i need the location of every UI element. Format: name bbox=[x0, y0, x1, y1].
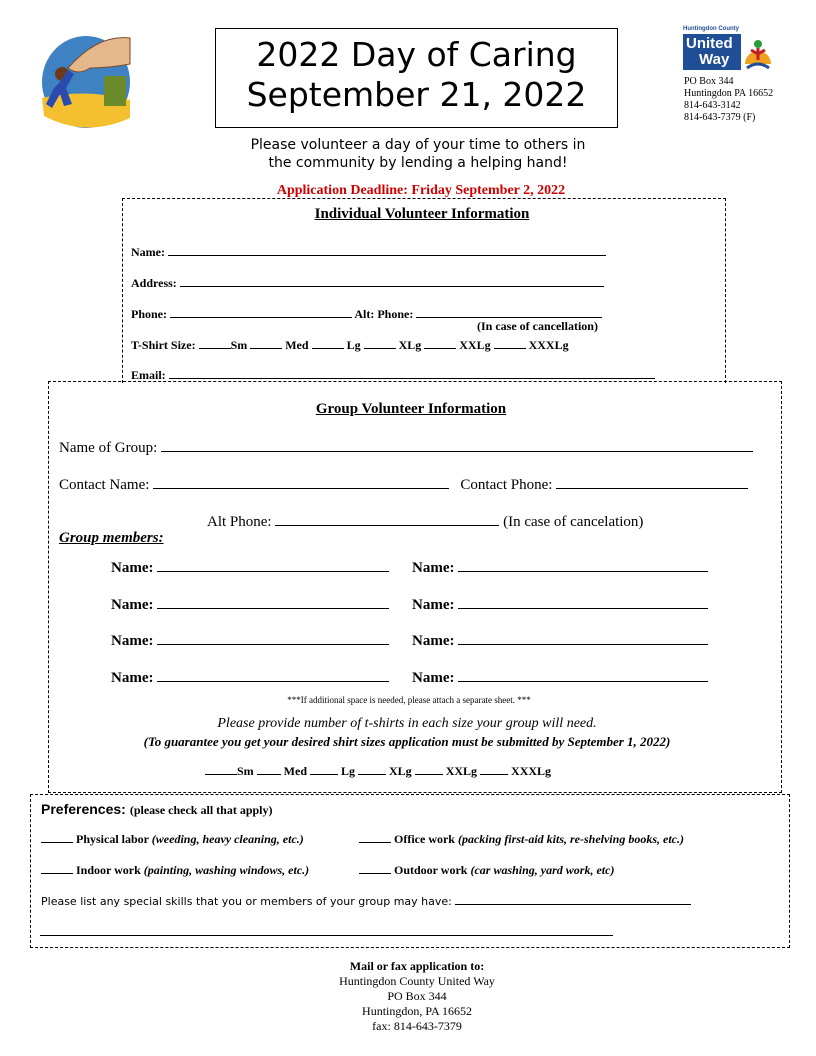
individual-address-field[interactable] bbox=[180, 273, 604, 287]
preferences-heading-note: (please check all that apply) bbox=[129, 803, 273, 817]
member-name-label: Name: bbox=[412, 597, 455, 613]
individual-name-label: Name: bbox=[131, 245, 165, 259]
skills-label: Please list any special skills that you or members of your group may have: bbox=[41, 895, 452, 908]
pref-physical-field[interactable] bbox=[41, 829, 73, 843]
additional-space-note: ***If additional space is needed, please attach a separate sheet. *** bbox=[287, 695, 531, 705]
contact-phone-field[interactable] bbox=[556, 475, 748, 489]
pref-indoor-field[interactable] bbox=[41, 860, 73, 874]
tshirt-note-1: Please provide number of t-shirts in each size your group will need. bbox=[217, 716, 597, 731]
individual-size-xxxlg-field[interactable] bbox=[494, 335, 526, 349]
individual-size-xlg-field[interactable] bbox=[364, 335, 396, 349]
individual-size-xlg: XLg bbox=[398, 338, 422, 352]
individual-size-lg-field[interactable] bbox=[312, 335, 344, 349]
united-way-logo bbox=[683, 26, 773, 72]
individual-size-sm-field[interactable] bbox=[199, 335, 231, 349]
group-tshirt-row bbox=[205, 761, 551, 779]
logo-word1: United bbox=[686, 35, 733, 52]
individual-size-lg: Lg bbox=[346, 338, 361, 352]
member-name-row-4-left bbox=[111, 668, 389, 687]
skills-field[interactable] bbox=[455, 891, 691, 905]
logo-county: Huntingdon County bbox=[683, 26, 739, 32]
member-name-field[interactable] bbox=[157, 631, 389, 645]
member-name-label: Name: bbox=[412, 633, 455, 649]
member-name-field[interactable] bbox=[458, 595, 708, 609]
pref-office-row bbox=[359, 829, 684, 847]
pref-office-desc: (packing first-aid kits, re-shelving books, etc.) bbox=[457, 832, 684, 846]
member-name-row-2-right bbox=[412, 595, 708, 614]
tshirt-note-2: (To guarantee you get your desired shirt sizes application must be submitted by September 1, 2022) bbox=[143, 734, 671, 749]
individual-phone-label: Phone: bbox=[131, 307, 167, 321]
member-name-row-3-left bbox=[111, 631, 389, 650]
group-size-sm: Sm bbox=[237, 764, 254, 778]
member-name-label: Name: bbox=[111, 560, 154, 576]
member-name-row-2-left bbox=[111, 595, 389, 614]
group-size-xxlg-field[interactable] bbox=[415, 761, 443, 775]
pref-outdoor-label: Outdoor work bbox=[394, 863, 468, 877]
preferences-heading-row bbox=[41, 801, 273, 819]
group-size-sm-field[interactable] bbox=[205, 761, 237, 775]
mail-block bbox=[0, 959, 816, 1034]
member-name-field[interactable] bbox=[458, 631, 708, 645]
subtitle-line1: Please volunteer a day of your time to others in bbox=[250, 137, 586, 153]
mail-line3: Huntingdon, PA 16652 bbox=[362, 1004, 472, 1018]
title-line2: September 21, 2022 bbox=[246, 75, 587, 114]
individual-address-label: Address: bbox=[131, 276, 177, 290]
skills-field-line-2[interactable] bbox=[40, 922, 613, 936]
pref-indoor-row bbox=[41, 860, 309, 878]
mail-line4: fax: 814-643-7379 bbox=[372, 1019, 462, 1033]
pref-office-label: Office work bbox=[394, 832, 455, 846]
individual-email-label: Email: bbox=[131, 368, 166, 382]
mail-heading: Mail or fax application to: bbox=[349, 959, 485, 973]
individual-tshirt-row bbox=[131, 335, 569, 353]
individual-size-med: Med bbox=[285, 338, 309, 352]
member-name-row-1-right bbox=[412, 558, 708, 577]
helping-hand-clipart bbox=[38, 28, 134, 132]
individual-alt-phone-label: Alt: Phone: bbox=[354, 307, 414, 321]
preferences-heading: Preferences: bbox=[41, 801, 126, 817]
group-size-xlg: XLg bbox=[389, 764, 412, 778]
pref-physical-row bbox=[41, 829, 304, 847]
contact-block bbox=[684, 76, 773, 124]
individual-size-xxxlg: XXXLg bbox=[528, 338, 569, 352]
member-name-label: Name: bbox=[111, 633, 154, 649]
contact-line2: Huntingdon PA 16652 bbox=[684, 88, 774, 99]
member-name-label: Name: bbox=[111, 670, 154, 686]
pref-outdoor-desc: (car washing, yard work, etc) bbox=[470, 863, 615, 877]
member-name-field[interactable] bbox=[157, 595, 389, 609]
individual-alt-phone-field[interactable] bbox=[416, 304, 602, 318]
contact-name-label: Contact Name: bbox=[59, 477, 150, 493]
group-contact-row bbox=[59, 475, 748, 494]
individual-size-xxlg-field[interactable] bbox=[424, 335, 456, 349]
contact-phone-label: Contact Phone: bbox=[460, 477, 553, 493]
contact-line1: PO Box 344 bbox=[684, 76, 734, 87]
group-size-med: Med bbox=[283, 764, 307, 778]
individual-cancel-note: (In case of cancellation) bbox=[477, 319, 598, 333]
group-size-med-field[interactable] bbox=[257, 761, 281, 775]
pref-outdoor-field[interactable] bbox=[359, 860, 391, 874]
individual-name-row bbox=[131, 242, 606, 260]
pref-indoor-label: Indoor work bbox=[76, 863, 141, 877]
group-alt-phone-label: Alt Phone: bbox=[207, 514, 272, 530]
group-heading: Group Volunteer Information bbox=[315, 401, 507, 417]
individual-email-field[interactable] bbox=[169, 365, 655, 379]
group-cancel-note: (In case of cancelation) bbox=[503, 514, 644, 530]
title-box bbox=[215, 28, 618, 128]
title-line1: 2022 Day of Caring bbox=[256, 35, 577, 74]
mail-line2: PO Box 344 bbox=[387, 989, 447, 1003]
member-name-label: Name: bbox=[412, 670, 455, 686]
member-name-field[interactable] bbox=[157, 558, 389, 572]
pref-physical-label: Physical labor bbox=[76, 832, 149, 846]
individual-tshirt-label: T-Shirt Size: bbox=[131, 338, 196, 352]
contact-name-field[interactable] bbox=[153, 475, 449, 489]
member-name-row-4-right bbox=[412, 668, 708, 687]
group-size-lg-field[interactable] bbox=[310, 761, 338, 775]
member-name-field[interactable] bbox=[458, 668, 708, 682]
individual-address-row bbox=[131, 273, 604, 291]
member-name-row-3-right bbox=[412, 631, 708, 650]
application-deadline: Application Deadline: Friday September 2, 2022 bbox=[276, 183, 566, 198]
contact-line4: 814-643-7379 (F) bbox=[684, 112, 756, 123]
member-name-label: Name: bbox=[412, 560, 455, 576]
individual-heading: Individual Volunteer Information bbox=[314, 206, 530, 222]
group-size-lg: Lg bbox=[341, 764, 356, 778]
group-name-label: Name of Group: bbox=[59, 440, 158, 456]
group-members-label: Group members: bbox=[59, 530, 164, 546]
group-size-xxlg: XXLg bbox=[445, 764, 478, 778]
contact-line3: 814-643-3142 bbox=[684, 100, 741, 111]
group-size-xxxlg-field[interactable] bbox=[480, 761, 508, 775]
pref-outdoor-row bbox=[359, 860, 614, 878]
logo-word2: Way bbox=[699, 51, 730, 68]
group-name-field[interactable] bbox=[161, 438, 753, 452]
individual-size-sm: Sm bbox=[230, 338, 248, 352]
individual-name-field[interactable] bbox=[168, 242, 606, 256]
pref-office-field[interactable] bbox=[359, 829, 391, 843]
pref-physical-desc: (weeding, heavy cleaning, etc.) bbox=[151, 832, 304, 846]
group-alt-phone-row bbox=[207, 512, 643, 531]
mail-line1: Huntingdon County United Way bbox=[339, 974, 495, 988]
group-name-row bbox=[59, 438, 753, 457]
individual-size-med-field[interactable] bbox=[250, 335, 282, 349]
individual-size-xxlg: XXLg bbox=[459, 338, 491, 352]
member-name-field[interactable] bbox=[157, 668, 389, 682]
group-size-xlg-field[interactable] bbox=[358, 761, 386, 775]
skills-row bbox=[41, 891, 691, 908]
logo-hand-icon bbox=[743, 34, 773, 70]
individual-phone-field[interactable] bbox=[170, 304, 352, 318]
member-name-row-1-left bbox=[111, 558, 389, 577]
pref-indoor-desc: (painting, washing windows, etc.) bbox=[143, 863, 310, 877]
member-name-label: Name: bbox=[111, 597, 154, 613]
group-alt-phone-field[interactable] bbox=[275, 512, 499, 526]
member-name-field[interactable] bbox=[458, 558, 708, 572]
group-size-xxxlg: XXXLg bbox=[511, 764, 552, 778]
subtitle-line2: the community by lending a helping hand! bbox=[268, 155, 568, 171]
